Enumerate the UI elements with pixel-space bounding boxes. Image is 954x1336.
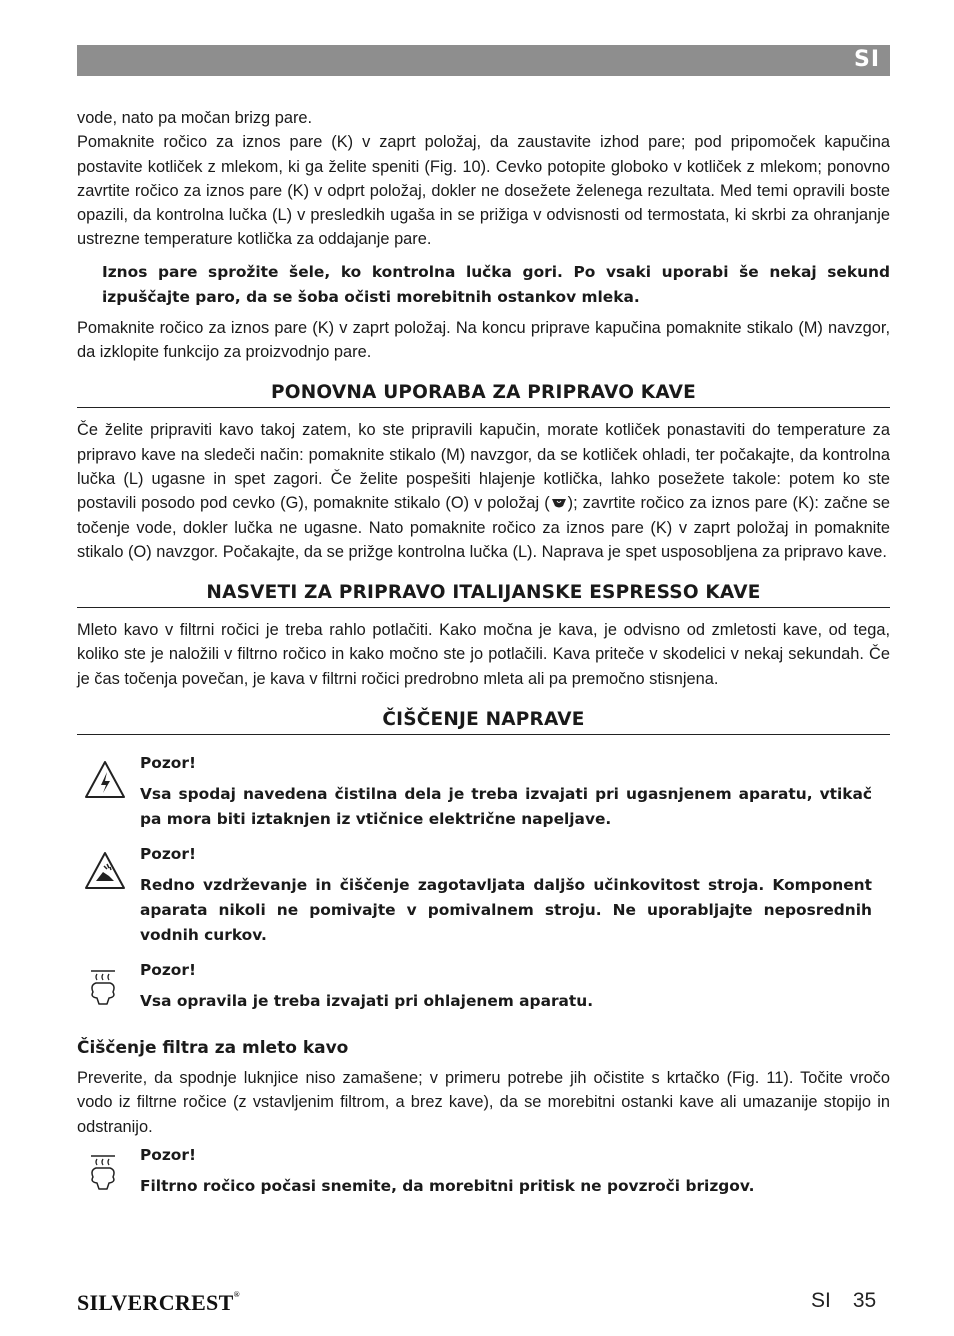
page-footer	[811, 1289, 876, 1313]
hot-surface-icon	[83, 1151, 127, 1193]
page-content	[77, 106, 890, 1199]
intro-paragraph-1: vode, nato pa močan brizg pare.	[77, 109, 313, 127]
warning-text: Vsa spodaj navedena čistilna dela je treba izvajati pri ugasnjenem aparatu, vtikač pa mora biti iztaknjen iz vtičnice električne napeljave.	[140, 785, 872, 829]
warning-text: Filtrno ročico počasi snemite, da morebitni pritisk ne povzroči brizgov.	[140, 1176, 755, 1195]
header-bar	[77, 45, 890, 76]
warning-title: Pozor!	[140, 754, 196, 773]
intro-paragraph-2: Pomaknite ročico za iznos pare (K) v zaprt položaj, da zaustavite izhod pare; pod pripomoček kapučina postavite kotliček z mlekom, ki ga želite speniti (Fig. 10). Cevko potopite globoko v kotliček z mlekom; ponovno zavrtite ročico za iznos pare (K) v odprt položaj, dokler ne dosežete želenega rezultata. Med temi opravili boste opazili, da kontrolna lučka (L) v presledkih ugaša in se prižiga v odvisnosti od termostata, ki skrbi za ohranjanje ustrezne temperature kotlička za oddajanje pare.	[77, 133, 890, 249]
warning-title: Pozor!	[140, 1145, 196, 1164]
warning-electric	[140, 753, 872, 832]
warning-title: Pozor!	[140, 961, 196, 980]
brand-name: SILVERCREST	[77, 1290, 234, 1315]
water-dispense-icon	[550, 497, 568, 509]
warning-hot-surface	[140, 960, 872, 1014]
footer-language: SI	[811, 1289, 831, 1312]
steam-note: Iznos pare sprožite šele, ko kontrolna lučka gori. Po vsaki uporabi še nekaj sekund izpuščajte paro, da se šoba očisti morebitnih ostankov mleka.	[102, 262, 890, 306]
subsection-filter-cleaning-text: Preverite, da spodnje luknjice niso zamašene; v primeru potrebe jih očistite s krtačko (Fig. 11). Točite vročo vodo iz filtrne ročice (z vstavljenim filtrom, a brez kave), da se morebitni ostanki kave ali umazanije stopijo in odstranijo.	[77, 1069, 890, 1136]
warning-text: Redno vzdrževanje in čiščenje zagotavljata daljšo učinkovitost stroja. Komponent aparata nikoli ne pomivajte v pomivalnem stroju. Ne uporabljajte neposrednih vodnih curkov.	[140, 876, 872, 945]
section-heading-reuse: PONOVNA UPORABA ZA PRIPRAVO KAVE	[77, 380, 890, 408]
warning-title: Pozor!	[140, 845, 196, 864]
section-heading-espresso-tips: NASVETI ZA PRIPRAVO ITALIJANSKE ESPRESSO KAVE	[77, 580, 890, 608]
page-number: 35	[852, 1289, 877, 1312]
header-language-label: SI	[853, 47, 880, 72]
warning-text: Vsa opravila je treba izvajati pri ohlajenem aparatu.	[140, 992, 594, 1011]
hot-surface-icon	[83, 966, 127, 1008]
hand-warning-icon	[83, 850, 127, 892]
section-heading-cleaning: ČIŠČENJE NAPRAVE	[77, 707, 890, 735]
section-reuse-text-a: Če želite pripraviti kavo takoj zatem, ko ste pripravili kapučin, morate kotliček ponastaviti do temperature za pripravo kave na sledeči način: pomaknite stikalo (M) navzgor, da se kotliček ohladi, ter počakajte, da kontrolna lučka (L) ugasne in spet zagori. Če želite pospešiti hlajenje kotlička, lahko posežete takole: potem ko ste postavili posodo pod cevko (G), pomaknite stikalo (O) v položaj (	[77, 421, 890, 513]
subsection-heading-filter-cleaning: Čiščenje filtra za mleto kavo	[77, 1038, 349, 1059]
electric-warning-icon	[83, 759, 127, 801]
warning-filter-removal	[140, 1145, 872, 1199]
section-espresso-tips-text: Mleto kavo v filtrni ročici je treba rahlo potlačiti. Kako močna je kava, je odvisno od zmletosti kave, od tega, koliko ste je naložili v filtrno ročico in kako močno ste jo potlačili. Kava priteče v skodelici v nekaj sekundah. Če je čas točenja povečan, je kava v filtrni ročici predrobno mleta ali pa premočno stisnjena.	[77, 621, 890, 688]
warning-maintenance	[140, 844, 872, 948]
intro-paragraph-3: Pomaknite ročico za iznos pare (K) v zaprt položaj. Na koncu priprave kapučina pomaknite stikalo (M) navzgor, da izklopite funkcijo za proizvodnjo pare.	[77, 318, 890, 362]
brand-logo	[77, 1290, 240, 1316]
section-reuse-text	[77, 418, 890, 564]
section-reuse-text-b: ); zavrtite ročico za iznos pare (K): začne se točenje vode, dokler lučka ne ugasne. Nato pomaknite ročico za iznos pare (K) v zaprt položaj in pomaknite stikalo (O) navzgor. Počakajte, da se prižge kontrolna lučka (L). Naprava je spet usposobljena za pripravo kave.	[77, 494, 890, 561]
registered-mark: ®	[233, 1290, 240, 1299]
